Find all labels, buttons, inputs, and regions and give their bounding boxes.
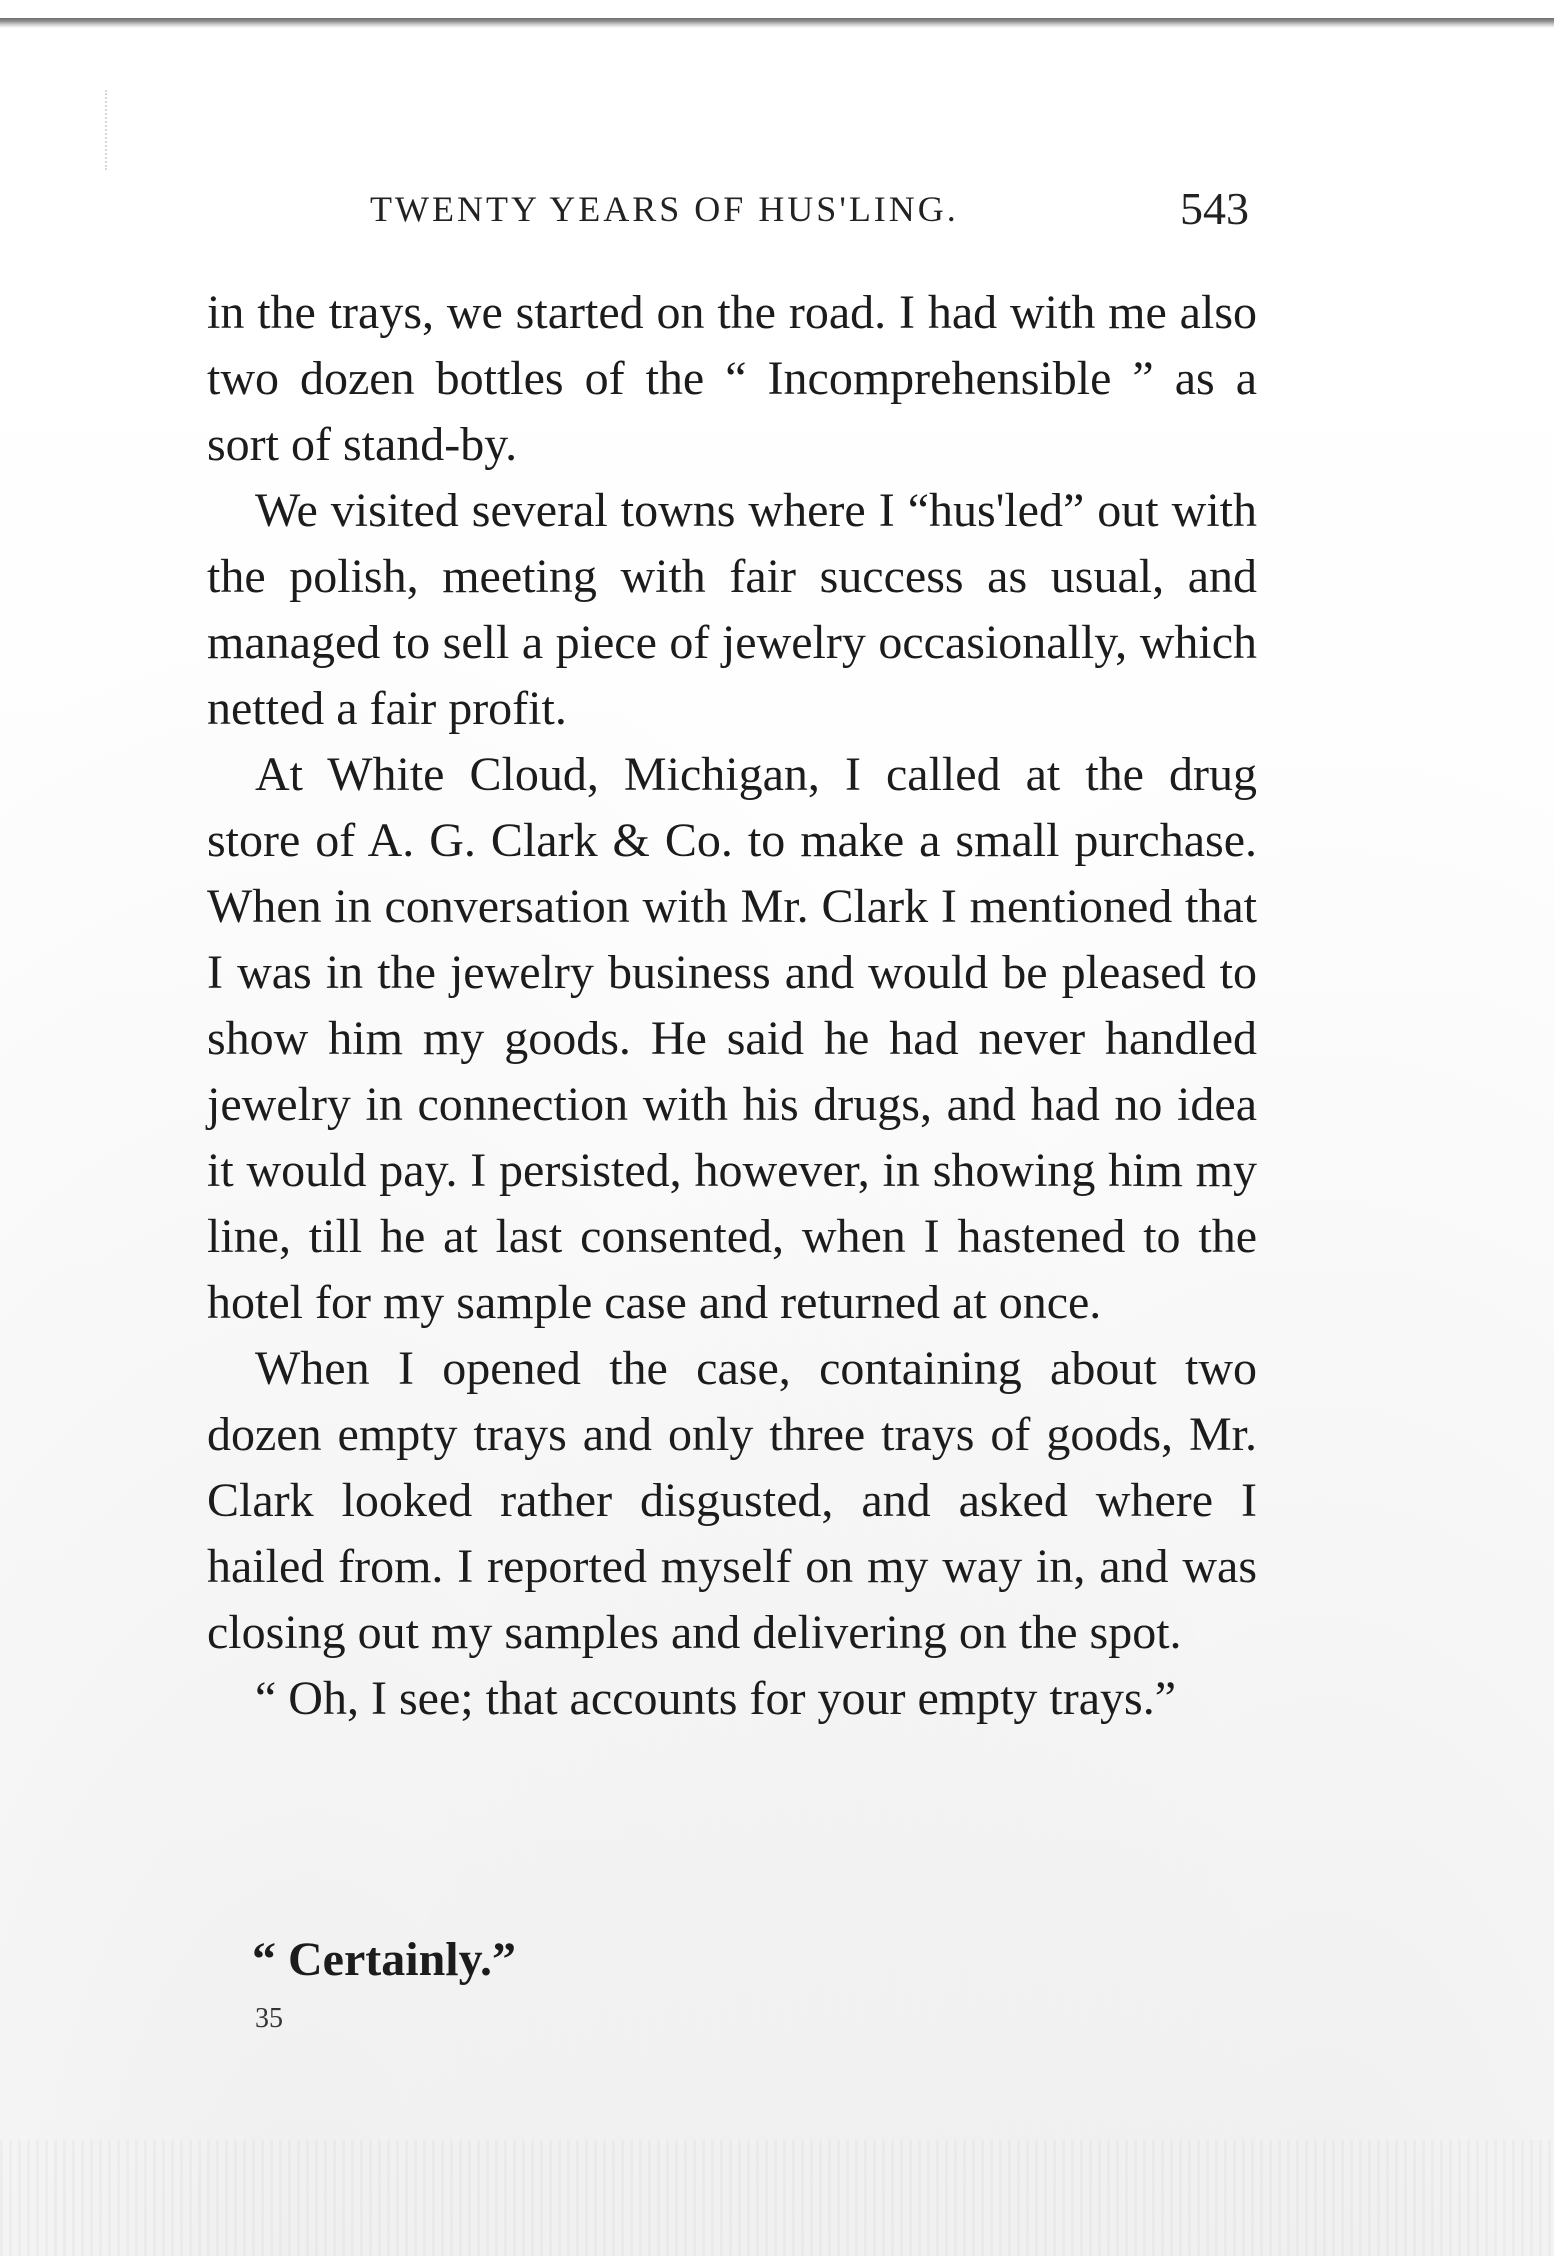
scan-bottom-noise (0, 2140, 1554, 2256)
paragraph-white-cloud: At White Cloud, Michigan, I called at the drug store of A. G. Clark & Co. to make a small purchase. When in conversation with Mr. Clark I mentioned that I was in the jewelry business and would be pleased to show him my goods. He said he had never handled jewelry in connection with his drugs, and had no idea it would pay. I persisted, however, in showing him my line, till he at last consented, when I hastened to the hotel for my sample case and returned at once. (207, 748, 1257, 1329)
running-title: TWENTY YEARS OF HUS'LING. (370, 189, 959, 229)
paragraph-visited-towns: We visited several towns where I “hus'led” out with the polish, meeting with fair success as usual, and managed to sell a piece of jewelry occasionally, which netted a fair profit. (207, 484, 1257, 735)
scan-top-edge (0, 18, 1554, 28)
scan-margin-specks (105, 90, 147, 170)
body-text (207, 280, 1257, 1732)
paragraph-continued: in the trays, we started on the road. I had with me also two dozen bottles of the “ Incomprehensible ” as a sort of stand-by. (207, 286, 1257, 471)
signature-mark: 35 (255, 2003, 283, 2034)
paragraph-empty-trays: “ Oh, I see; that accounts for your empty trays.” (255, 1672, 1177, 1725)
paragraph-opened-case: When I opened the case, containing about two dozen empty trays and only three trays of goods, Mr. Clark looked rather disgusted, and asked where I hailed from. I reported myself on my way in, and was closing out my samples and delivering on the spot. (207, 1342, 1257, 1659)
final-dialogue-line: “ Certainly.” (252, 1933, 516, 1986)
page-number: 543 (1180, 183, 1249, 234)
